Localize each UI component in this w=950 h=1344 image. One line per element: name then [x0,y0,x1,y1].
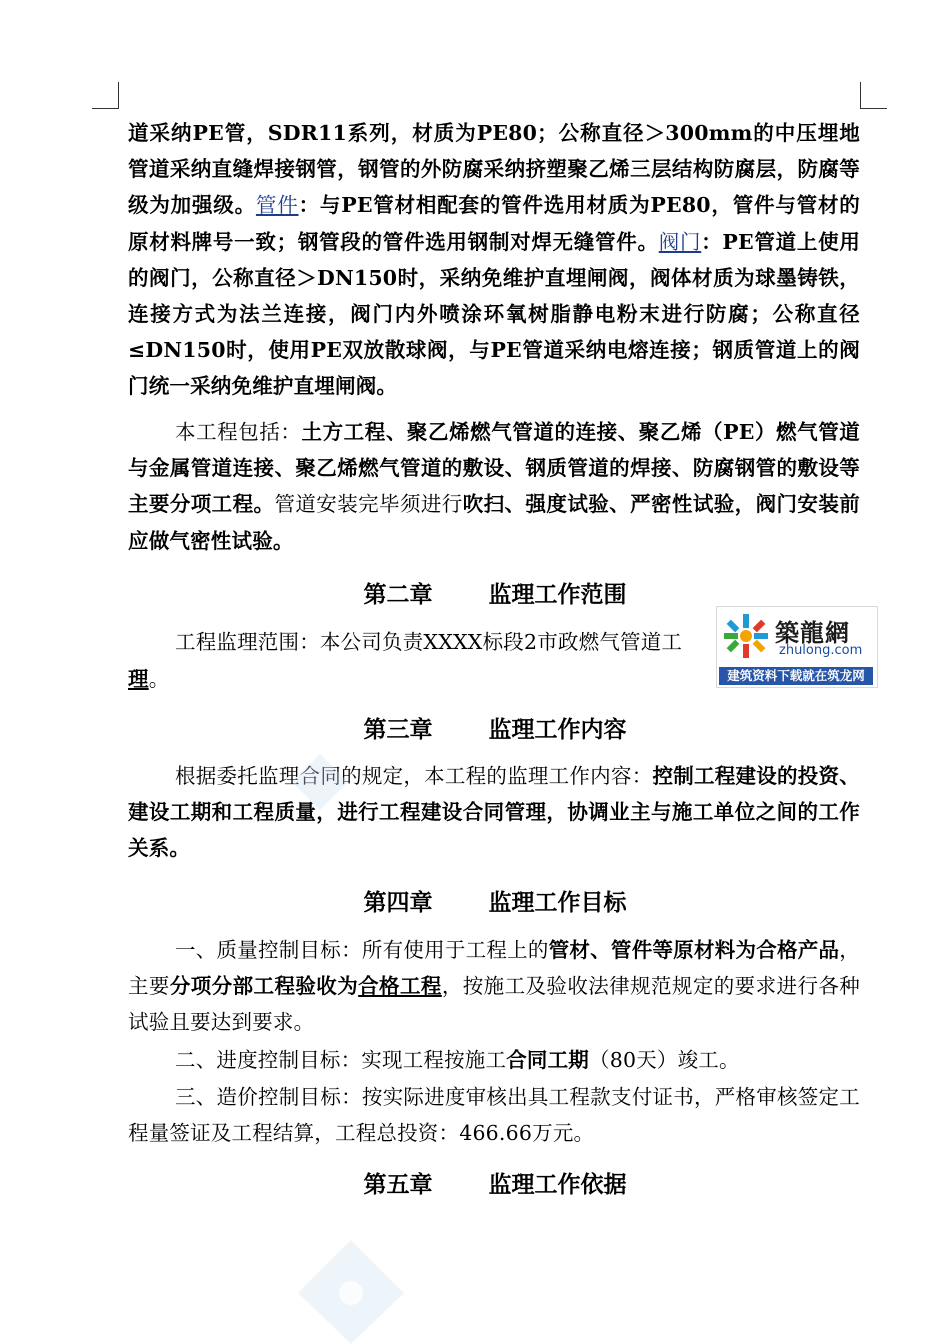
scope-intro: 本工程包括： [175,420,302,444]
quality-rest: ，按施工及验收法律规范规定的要求进行各种试验且要达到要求。 [128,974,860,1035]
valves-label: 阀门 [658,229,702,254]
paragraph-materials [128,115,860,405]
paragraph-schedule-goal [128,1042,860,1078]
snowflake-icon [721,611,771,661]
crop-mark-top-left [92,82,119,109]
logo-slogan: 建筑资料下载就在筑龙网 [719,667,873,685]
chapter-title: 监理工作内容 [488,716,627,743]
quality-pass: 合格工程 [358,974,442,999]
chapter-heading-3 [0,711,950,744]
period: 。 [148,667,170,691]
quality-acceptance: 分项分部工程验收为 [169,974,359,999]
crop-mark-top-right [860,82,887,109]
install-intro: 管道安装完毕须进行 [274,492,463,517]
paragraph-scope-items [128,414,860,559]
scope-items: 土方工程、聚乙烯燃气管道的连接、聚乙烯（PE）燃气管道与金属管道连接、聚乙烯燃气管道的敷设、钢质管道的焊接、防腐钢管的敷设等主要分项工程。 [128,420,860,517]
chapter-title: 监理工作依据 [488,1171,627,1198]
quality-materials: 管材、管件等原材料为合格产品 [548,938,840,962]
content-items: 控制工程建设的投资、建设工期和工程质量，进行工程建设合同管理，协调业主与施工单位之间的工作关系。 [128,764,860,861]
chapter-number: 第五章 [363,1171,433,1198]
chapter-heading-5 [0,1166,950,1199]
quality-connector: ，主要 [128,938,860,999]
paragraph-supervision-content [128,758,860,867]
chapter-number: 第四章 [363,889,433,916]
paragraph-quality-goal [128,932,860,1041]
content-intro: 根据委托监理合同的规定，本工程的监理工作内容： [175,764,653,788]
watermark-icon [296,1238,406,1344]
paragraph-cost-goal [128,1079,860,1151]
paragraph-supervision-scope [128,624,728,660]
fittings-text: ：与PE管材相配套的管件选用材质为PE80，管件与管材的原材料牌号一致；钢管段的管件选用钢制对焊无缝管件。 [128,193,860,254]
chapter-title: 监理工作目标 [488,889,627,916]
chapter-heading-2 [0,576,950,609]
zhulong-logo [716,606,878,688]
materials-text: 道采纳PE管，SDR11系列，材质为PE80；公称直径＞300mm的中压埋地管道采纳直缝焊接钢管，钢管的外防腐采纳挤塑聚乙烯三层结构防腐层，防腐等级为加强级。 [128,121,860,218]
chapter-number: 第二章 [363,581,433,608]
valves-text: ：PE管道上使用的阀门，公称直径＞DN150时，采纳免维护直埋闸阀，阀体材质为球墨铸铁，连接方式为法兰连接，阀门内外喷涂环氧树脂静电粉末进行防腐；公称直径≤DN150时，使用PE双放散球阀，与PE管道采纳电熔连接；钢质管道上的阀门统一采纳免维护直埋闸阀。 [128,229,861,399]
logo-brand: 築龍網 [775,618,850,647]
schedule-rest: （80天）竣工。 [589,1048,740,1072]
logo-domain: zhulong.com [779,643,863,658]
fittings-label: 管件 [255,193,299,218]
cost-text: 三、造价控制目标：按实际进度审核出具工程款支付证书，严格审核签定工程量签证及工程结算，工程总投资：466.66万元。 [128,1085,860,1146]
quality-intro: 一、质量控制目标：所有使用于工程上的 [175,938,549,962]
chapter-title: 监理工作范围 [488,581,627,608]
chapter-heading-4 [0,884,950,917]
supervision-scope-word: 理 [128,667,149,691]
install-tests: 吹扫、强度试验、严密性试验，阀门安装前应做气密性试验。 [128,492,860,553]
watermark-icon [290,752,350,812]
supervision-scope-text: 工程监理范围：本公司负责XXXX标段2市政燃气管道工 [175,630,683,654]
schedule-contract: 合同工期 [506,1048,590,1072]
chapter-number: 第三章 [363,716,433,743]
schedule-intro: 二、进度控制目标：实现工程按施工 [175,1048,507,1072]
